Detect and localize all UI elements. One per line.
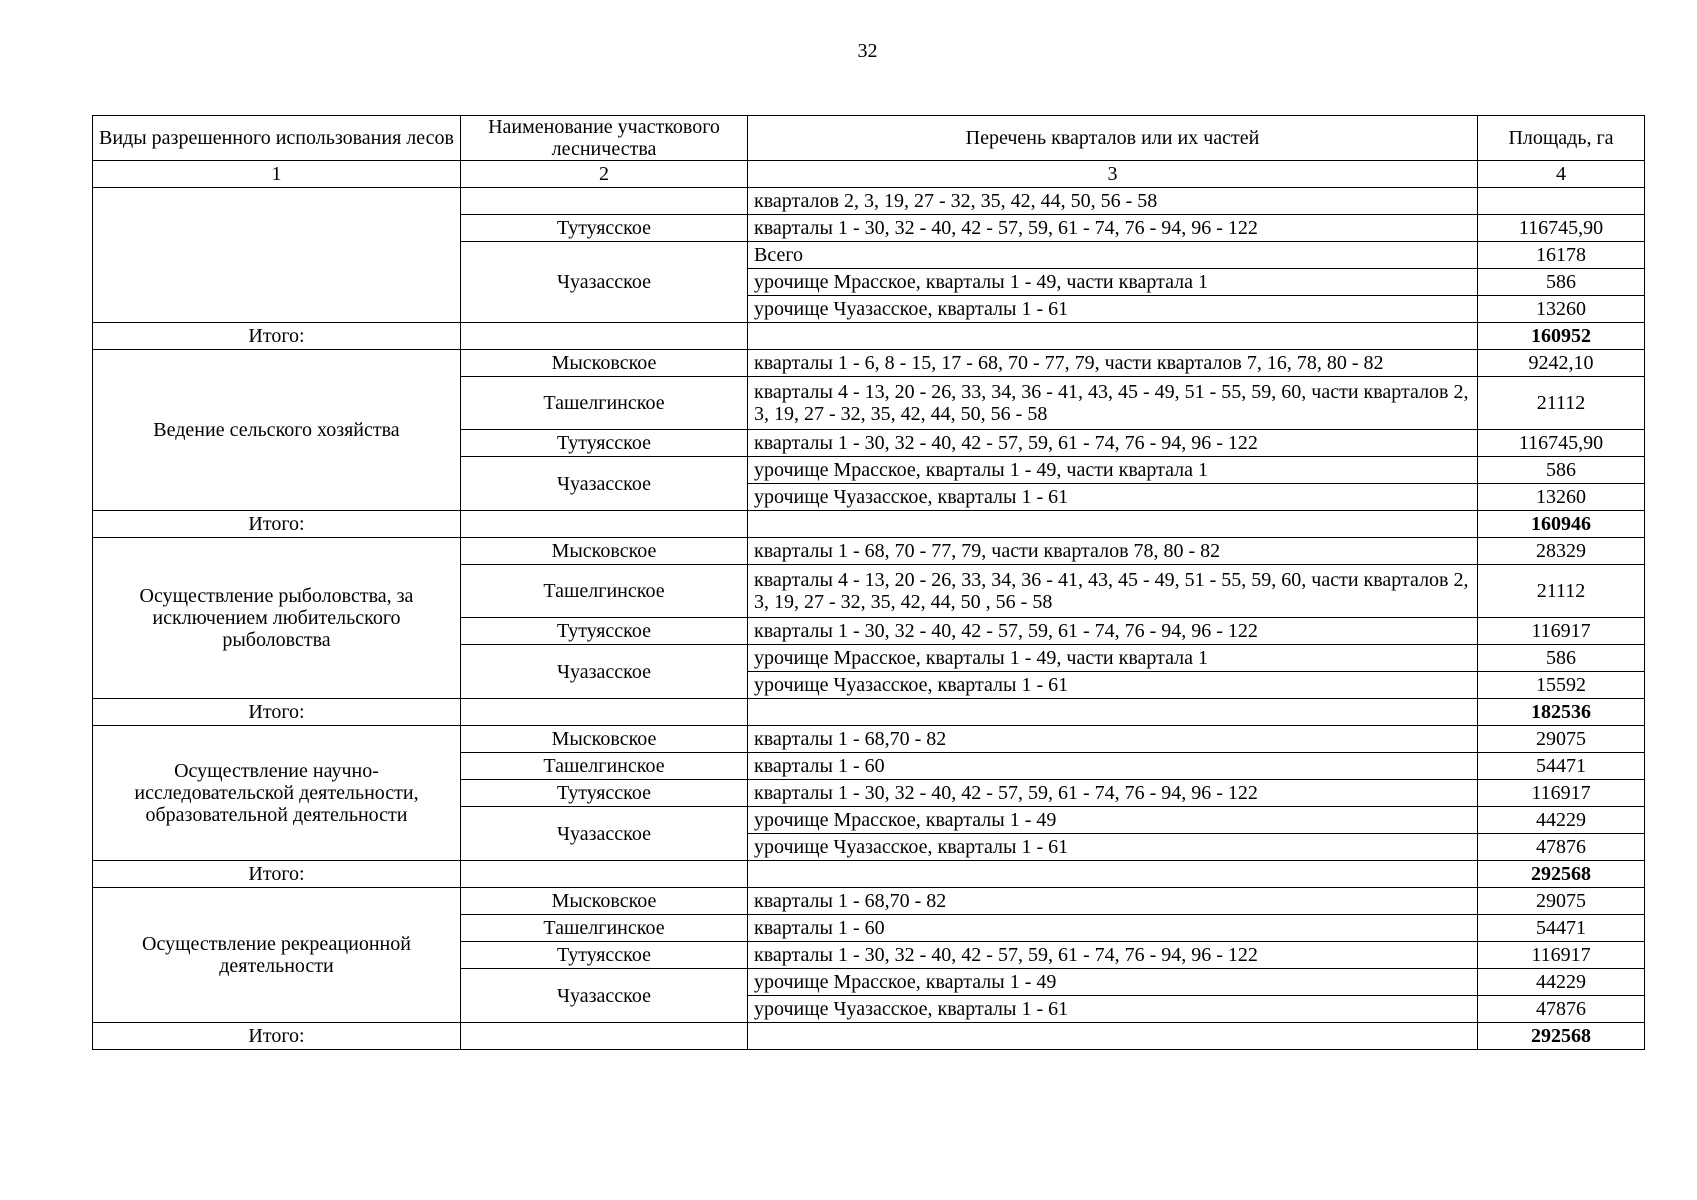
empty-cell (748, 511, 1478, 538)
area-cell: 13260 (1478, 484, 1645, 511)
quarters-cell: кварталы 1 - 68,70 - 82 (748, 726, 1478, 753)
area-cell: 586 (1478, 645, 1645, 672)
area-cell: 9242,10 (1478, 350, 1645, 377)
empty-cell (748, 1023, 1478, 1050)
total-row (93, 511, 1645, 538)
total-label: Итого: (93, 1023, 461, 1050)
area-cell: 29075 (1478, 888, 1645, 915)
area-cell: 15592 (1478, 672, 1645, 699)
forestry-cell: Чуазасское (461, 242, 748, 323)
quarters-cell: урочище Мрасское, кварталы 1 - 49, части квартала 1 (748, 457, 1478, 484)
quarters-cell: кварталы 4 - 13, 20 - 26, 33, 34, 36 - 41, 43, 45 - 49, 51 - 55, 59, 60, части кварталов 2, 3, 19, 27 - 32, 35, 42, 44, 50 , 56 - 58 (748, 565, 1478, 618)
empty-cell (461, 323, 748, 350)
header-number: 2 (461, 161, 748, 188)
forestry-cell: Мысковское (461, 726, 748, 753)
total-area: 182536 (1478, 699, 1645, 726)
area-cell: 47876 (1478, 996, 1645, 1023)
forestry-cell: Чуазасское (461, 807, 748, 861)
quarters-cell: урочище Чуазасское, кварталы 1 - 61 (748, 834, 1478, 861)
area-cell: 116917 (1478, 780, 1645, 807)
forestry-cell: Мысковское (461, 888, 748, 915)
use-kind-cell: Ведение сельского хозяйства (93, 350, 461, 511)
quarters-cell: кварталы 1 - 30, 32 - 40, 42 - 57, 59, 61 - 74, 76 - 94, 96 - 122 (748, 780, 1478, 807)
forestry-cell: Чуазасское (461, 969, 748, 1023)
header-numbers-row (93, 161, 1645, 188)
total-area: 160952 (1478, 323, 1645, 350)
area-cell: 54471 (1478, 915, 1645, 942)
quarters-cell: кварталы 1 - 68, 70 - 77, 79, части кварталов 78, 80 - 82 (748, 538, 1478, 565)
header-row (93, 116, 1645, 161)
forestry-cell (461, 188, 748, 215)
forestry-cell: Ташелгинское (461, 377, 748, 430)
area-cell: 116745,90 (1478, 215, 1645, 242)
empty-cell (748, 323, 1478, 350)
quarters-cell: Всего (748, 242, 1478, 269)
empty-cell (748, 699, 1478, 726)
forestry-cell: Тутуясское (461, 780, 748, 807)
quarters-cell: кварталов 2, 3, 19, 27 - 32, 35, 42, 44, 50, 56 - 58 (748, 188, 1478, 215)
forestry-cell: Тутуясское (461, 430, 748, 457)
header-number: 3 (748, 161, 1478, 188)
quarters-cell: кварталы 1 - 68,70 - 82 (748, 888, 1478, 915)
quarters-cell: кварталы 1 - 60 (748, 915, 1478, 942)
quarters-cell: кварталы 1 - 60 (748, 753, 1478, 780)
total-row (93, 323, 1645, 350)
total-area: 292568 (1478, 861, 1645, 888)
area-cell: 54471 (1478, 753, 1645, 780)
table-row (93, 350, 1645, 377)
forestry-cell: Чуазасское (461, 645, 748, 699)
forestry-cell: Ташелгинское (461, 565, 748, 618)
forestry-cell: Тутуясское (461, 942, 748, 969)
empty-cell (461, 861, 748, 888)
page-number: 32 (857, 40, 878, 62)
total-row (93, 699, 1645, 726)
area-cell: 44229 (1478, 807, 1645, 834)
quarters-cell: урочище Чуазасское, кварталы 1 - 61 (748, 296, 1478, 323)
empty-cell (461, 699, 748, 726)
header-area: Площадь, га (1478, 116, 1645, 161)
area-cell: 44229 (1478, 969, 1645, 996)
table-row (93, 538, 1645, 565)
total-row (93, 861, 1645, 888)
quarters-cell: урочище Чуазасское, кварталы 1 - 61 (748, 672, 1478, 699)
empty-cell (748, 861, 1478, 888)
total-area: 292568 (1478, 1023, 1645, 1050)
area-cell: 586 (1478, 457, 1645, 484)
area-cell: 16178 (1478, 242, 1645, 269)
quarters-cell: урочище Чуазасское, кварталы 1 - 61 (748, 996, 1478, 1023)
area-cell: 586 (1478, 269, 1645, 296)
total-label: Итого: (93, 511, 461, 538)
use-kind-cell: Осуществление рекреационной деятельности (93, 888, 461, 1023)
header-number: 1 (93, 161, 461, 188)
empty-cell (461, 511, 748, 538)
total-label: Итого: (93, 323, 461, 350)
quarters-cell: кварталы 1 - 30, 32 - 40, 42 - 57, 59, 61 - 74, 76 - 94, 96 - 122 (748, 618, 1478, 645)
empty-cell (461, 1023, 748, 1050)
total-area: 160946 (1478, 511, 1645, 538)
forestry-cell: Ташелгинское (461, 915, 748, 942)
quarters-cell: кварталы 1 - 30, 32 - 40, 42 - 57, 59, 61 - 74, 76 - 94, 96 - 122 (748, 430, 1478, 457)
area-cell: 28329 (1478, 538, 1645, 565)
forestry-cell: Чуазасское (461, 457, 748, 511)
header-kind: Виды разрешенного использования лесов (93, 116, 461, 161)
quarters-cell: кварталы 4 - 13, 20 - 26, 33, 34, 36 - 41, 43, 45 - 49, 51 - 55, 59, 60, части кварталов 2, 3, 19, 27 - 32, 35, 42, 44, 50, 56 - 58 (748, 377, 1478, 430)
total-label: Итого: (93, 861, 461, 888)
quarters-cell: кварталы 1 - 6, 8 - 15, 17 - 68, 70 - 77, 79, части кварталов 7, 16, 78, 80 - 82 (748, 350, 1478, 377)
table-row (93, 888, 1645, 915)
quarters-cell: кварталы 1 - 30, 32 - 40, 42 - 57, 59, 61 - 74, 76 - 94, 96 - 122 (748, 942, 1478, 969)
header-quarters: Перечень кварталов или их частей (748, 116, 1478, 161)
total-label: Итого: (93, 699, 461, 726)
area-cell: 21112 (1478, 377, 1645, 430)
area-cell: 21112 (1478, 565, 1645, 618)
quarters-cell: урочище Мрасское, кварталы 1 - 49 (748, 969, 1478, 996)
area-cell: 116917 (1478, 618, 1645, 645)
header-number: 4 (1478, 161, 1645, 188)
area-cell: 47876 (1478, 834, 1645, 861)
area-cell: 116745,90 (1478, 430, 1645, 457)
use-kind-cell: Осуществление рыболовства, за исключением любительского рыболовства (93, 538, 461, 699)
forestry-cell: Тутуясское (461, 215, 748, 242)
quarters-cell: кварталы 1 - 30, 32 - 40, 42 - 57, 59, 61 - 74, 76 - 94, 96 - 122 (748, 215, 1478, 242)
forestry-cell: Ташелгинское (461, 753, 748, 780)
use-kind-cell (93, 188, 461, 323)
forestry-cell: Тутуясское (461, 618, 748, 645)
quarters-cell: урочище Мрасское, кварталы 1 - 49 (748, 807, 1478, 834)
quarters-cell: урочище Мрасское, кварталы 1 - 49, части квартала 1 (748, 645, 1478, 672)
area-cell (1478, 188, 1645, 215)
table-row (93, 188, 1645, 215)
forestry-cell: Мысковское (461, 538, 748, 565)
table-row (93, 726, 1645, 753)
header-forestry: Наименование участкового лесничества (461, 116, 748, 161)
forest-use-table (92, 115, 1645, 1050)
forestry-cell: Мысковское (461, 350, 748, 377)
quarters-cell: урочище Мрасское, кварталы 1 - 49, части квартала 1 (748, 269, 1478, 296)
area-cell: 13260 (1478, 296, 1645, 323)
quarters-cell: урочище Чуазасское, кварталы 1 - 61 (748, 484, 1478, 511)
area-cell: 116917 (1478, 942, 1645, 969)
area-cell: 29075 (1478, 726, 1645, 753)
use-kind-cell: Осуществление научно-исследовательской деятельности, образовательной деятельности (93, 726, 461, 861)
total-row (93, 1023, 1645, 1050)
